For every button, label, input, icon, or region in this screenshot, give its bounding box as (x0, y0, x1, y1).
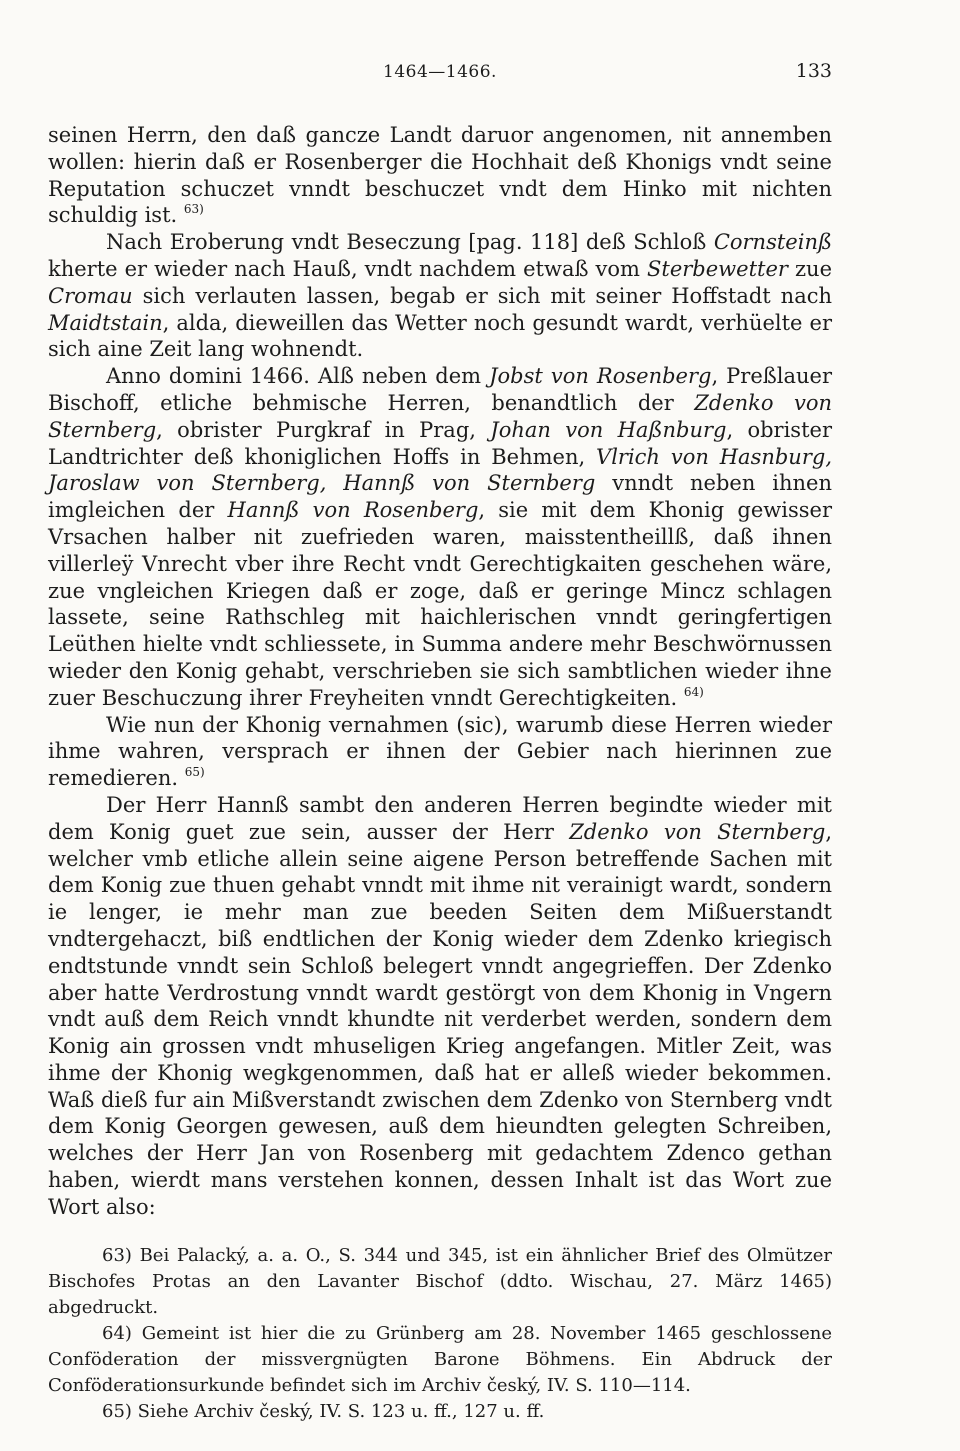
text-run: kherte er wieder nach Hauß, vndt nachdem etwaß vom (48, 256, 648, 281)
person-name: Hannß von Rosenberg (227, 498, 479, 523)
text-run: , sie mit dem Khonig gewisser Vrsachen halber nit zuefrieden waren, maisstentheillß, daß ihnen villerleÿ Vnrecht vber ihre Recht vndt Gerechtigkaiten geschehen wäre, zue vngleichen Kriegen daß er zoge, daß er geringe Mincz schlagen lassete, seine Rathschleg mit haichlerischen vnndt geringfertigen Leüthen hielte vndt schliessete, in Summa andere mehr Beschwörnussen wieder den Konig gehabt, verschrieben sie sich sambtlichen wieder ihne zuer Beschuczung ihrer Freyheiten vnndt Gerechtigkeiten. (48, 498, 832, 710)
text-run: zue (787, 256, 832, 281)
body-text (48, 122, 832, 1221)
text-run: seinen Herrn, den daß gancze Landt daruor angenomen, nit annemben wollen: hierin daß er Rosenberger die Hochhait deß Khonigs vndt seine Reputation schuczet vnndt beschuczet vndt dem Hinko mit nichten schuldig ist. (48, 123, 832, 228)
footnote-65: 65) Siehe Archiv český, IV. S. 123 u. ff., 127 u. ff. (102, 1400, 545, 1422)
emphasis: Sterbewetter (647, 256, 788, 281)
footnotes (48, 1243, 832, 1425)
text-run: Wie nun der Khonig vernahmen (sic), warumb diese Herren wieder ihme wahren, versprach er ihnen der Gebier nach hierinnen zue remedieren. (48, 712, 832, 791)
paragraph-3 (48, 363, 832, 711)
running-head: 1464—1466. (383, 62, 497, 82)
text-run: Anno domini 1466. Alß neben dem (106, 364, 490, 389)
text-run: , alda, dieweillen das Wetter noch gesundt wardt, verhüelte er sich aine Zeit lang wohnendt. (48, 310, 832, 362)
person-name: Vlrich von Hasnburg, Jaroslaw von Sternberg, Hannß von Sternberg (48, 444, 832, 496)
text-run: , welcher vmb etliche allein seine aigene Person betreffende Sachen mit dem Konig zue thuen gehabt vnndt mit ihme nit verainigt wardt, sondern ie lenger, ie mehr man zue beeden Seiten dem Mißuerstandt vndtergehaczt, biß endtlichen der Konig wieder dem Zdenko kriegisch endtstunde vnndt sein Schloß belegert vnndt angegrieffen. Der Zdenko aber hatte Verdrostung vnndt wardt gestörgt von dem Khonig in Vngern vndt auß dem Reich vnndt khundte nit verderbet werden, sondern dem Konig ain grossen vndt mhuseligen Krieg angefangen. Mitler Zeit, was ihme der Khonig wegkgenommen, daß hat er alleß wieder bekommen. Waß dieß fur ain Mißverstandt zwischen dem Zdenko von Sternberg vndt dem Konig Georgen gewesen, auß dem hieundten gelegten Schreiben, welches der Herr Jan von Rosenberg mit gedachtem Zdenco gethan haben, wierdt mans verstehen konnen, dessen Inhalt ist das Wort zue Wort also: (48, 819, 832, 1219)
paragraph-2 (48, 229, 832, 363)
footnote-ref: 63) (183, 202, 204, 217)
page-header (48, 60, 832, 96)
text-run: Nach Eroberung vndt Beseczung [pag. 118] deß Schloß (106, 230, 714, 255)
footnote-63: 63) Bei Palacký, a. a. O., S. 344 und 345, ist ein ähnlicher Brief des Olmützer Bischofes Protas an den Lavanter Bischof (ddto. Wischau, 27. März 1465) abgedruckt. (48, 1244, 832, 1318)
text-run: , obrister Landtrichter deß khoniglichen Hoffs in Behmen, (48, 417, 832, 469)
place-name: Maidtstain (48, 310, 163, 335)
paragraph-5 (48, 792, 832, 1221)
text-run: Der Herr Hannß sambt den anderen Herren begindte wieder mit dem Konig guet zue sein, ausser der Herr (48, 792, 832, 844)
paragraph-1 (48, 122, 832, 229)
text-run: vnndt neben ihnen imgleichen der (48, 471, 832, 523)
footnote-64: 64) Gemeint ist hier die zu Grünberg am 28. November 1465 geschlossene Conföderation der missvergnügten Barone Böhmens. Ein Abdruck der Conföderationsurkunde befindet sich im Archiv český, IV. S. 110—114. (48, 1322, 832, 1396)
page-number: 133 (795, 60, 832, 82)
person-name: Johan von Haßnburg (490, 417, 727, 442)
place-name: Cornsteinß (713, 230, 832, 255)
paragraph-4 (48, 712, 832, 792)
person-name: Zdenko von Sternberg (569, 819, 826, 844)
footnote-ref: 65) (184, 765, 205, 780)
text-run: sich verlauten lassen, begab er sich mit seiner Hoffstadt nach (132, 283, 832, 308)
text-run: , obrister Purgkraf in Prag, (156, 417, 491, 442)
text-run: , Preßlauer Bischoff, etliche behmische Herren, benandtlich der (48, 364, 833, 415)
person-name: Jobst von Rosenberg (489, 364, 712, 389)
place-name: Cromau (48, 283, 133, 308)
footnote-ref: 64) (683, 684, 704, 699)
person-name: Zdenko von Sternberg (48, 390, 832, 442)
